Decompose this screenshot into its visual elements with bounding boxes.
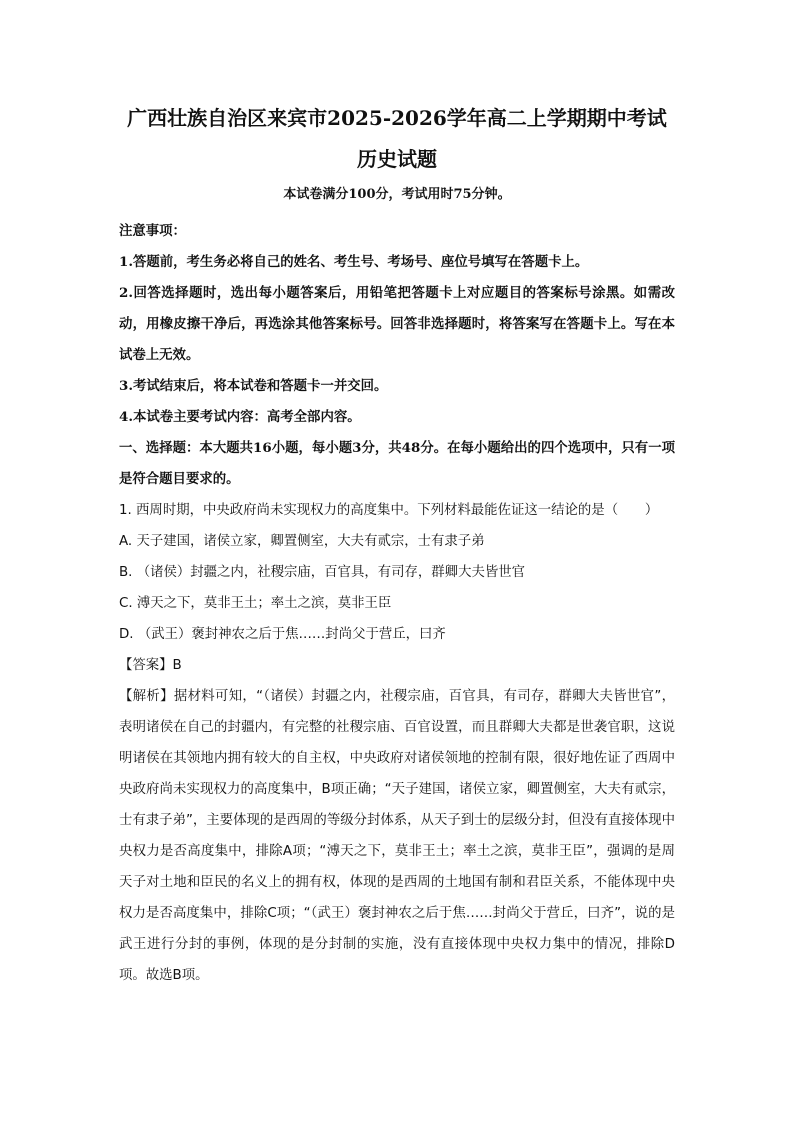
note-item-3: 3.考试结束后，将本试卷和答题卡一并交回。 [119,378,388,394]
option-a: A. 天子建国，诸侯立家，卿置侧室，大夫有贰宗，士有隶子弟 [119,534,485,549]
answer-label: 【答案】B [119,658,182,673]
note-item-1: 1.答题前，考生务必将自己的姓名、考生号、考场号、座位号填写在答题卡上。 [119,254,589,270]
section-heading: 一、选择题：本大题共16小题，每小题3分，共48分。在每小题给出的四个选项中，只有一项是符合题目要求的。 [119,440,675,487]
exam-info: 本试卷满分100分，考试用时75分钟。 [283,187,511,202]
option-c: C. 溥天之下，莫非王土；率土之滨，莫非王臣 [119,596,392,611]
exam-subject-title: 历史试题 [357,147,437,171]
question-stem: 1. 西周时期，中央政府尚未实现权力的高度集中。下列材料最能佐证这一结论的是（ ） [119,503,659,518]
exam-body [119,216,675,991]
option-d: D. （武王）褒封神农之后于焦……封尚父于营丘，曰齐 [119,627,446,642]
exam-title: 广西壮族自治区来宾市2025-2026学年高二上学期期中考试 [127,106,667,130]
notes-heading: 注意事项： [119,223,186,239]
note-item-4: 4.本试卷主要考试内容：高考全部内容。 [119,409,361,425]
option-b: B. （诸侯）封疆之内，社稷宗庙，百官具，有司存，群卿大夫皆世官 [119,565,526,580]
analysis-text: 【解析】据材料可知，“（诸侯）封疆之内，社稷宗庙，百官具，有司存，群卿大夫皆世官”，表明诸侯在自己的封疆内，有完整的社稷宗庙、百官设置，而且群卿大夫都是世袭官职，这说明诸侯在其领地内拥有较大的自主权，中央政府对诸侯领地的控制有限，很好地佐证了西周中央政府尚未实现权力的高度集中，B项正确；“天子建国，诸侯立家，卿置侧室，大夫有贰宗，士有隶子弟”，主要体现的是西周的等级分封体系，从天子到士的层级分封，但没有直接体现中央权力是否高度集中，排除A项；“溥天之下，莫非王土；率土之滨，莫非王臣”，强调的是周天子对土地和臣民的名义上的拥有权，体现的是西周的土地国有制和君臣关系，不能体现中央权力是否高度集中，排除C项；“（武王）褒封神农之后于焦……封尚父于营丘，曰齐”，说的是武王进行分封的事例，体现的是分封制的实施，没有直接体现中央权力集中的情况，排除D项。故选B项。 [119,689,675,983]
note-item-2: 2.回答选择题时，选出每小题答案后，用铅笔把答题卡上对应题目的答案标号涂黑。如需改动，用橡皮擦干净后，再选涂其他答案标号。回答非选择题时，将答案写在答题卡上。写在本试卷上无效。 [119,285,675,363]
